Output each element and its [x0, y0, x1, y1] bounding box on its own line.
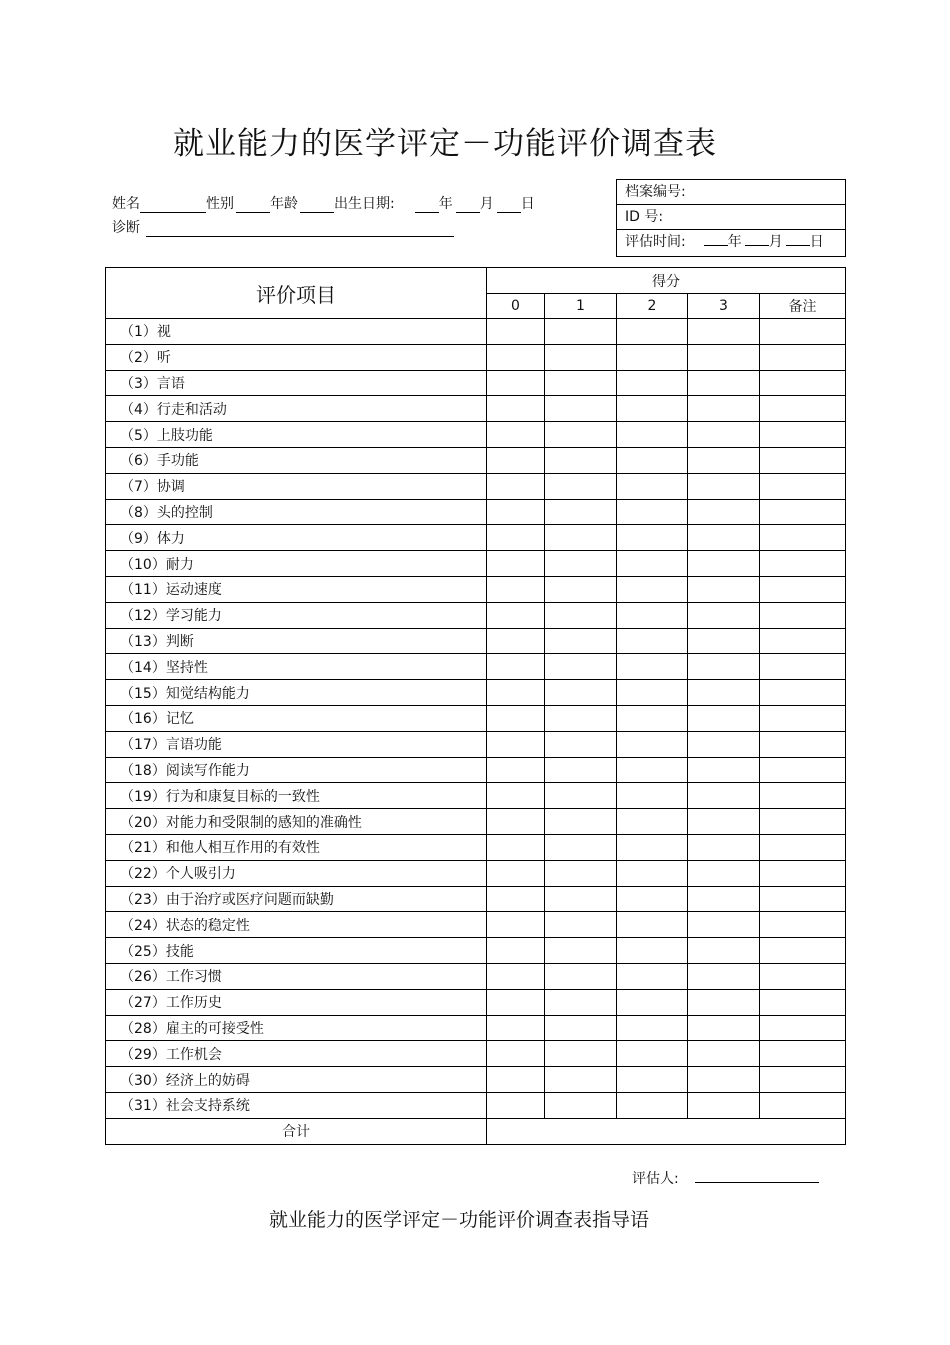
- table-row: [106, 834, 846, 860]
- table-row: [106, 860, 846, 886]
- score-cell-0[interactable]: [487, 447, 545, 473]
- remarks-cell[interactable]: [760, 1015, 846, 1041]
- score-cell-2[interactable]: [617, 1067, 688, 1093]
- remarks-col: 备注: [760, 294, 846, 319]
- score-cell-3[interactable]: [688, 834, 760, 860]
- score-cell-1[interactable]: [545, 1041, 617, 1067]
- score-cell-2[interactable]: [617, 525, 688, 551]
- score-cell-2[interactable]: [617, 886, 688, 912]
- score-cell-0[interactable]: [487, 989, 545, 1015]
- score-cell-0[interactable]: [487, 499, 545, 525]
- score-cell-0[interactable]: [487, 370, 545, 396]
- score-cell-2[interactable]: [617, 628, 688, 654]
- eval-day-label: 日: [809, 234, 824, 250]
- table-row: [106, 809, 846, 835]
- score-cell-0[interactable]: [487, 602, 545, 628]
- score-cell-1[interactable]: [545, 576, 617, 602]
- score-cell-3[interactable]: [688, 576, 760, 602]
- score-cell-1[interactable]: [545, 989, 617, 1015]
- item-label: （6）手功能: [106, 447, 487, 473]
- item-label: （10）耐力: [106, 551, 487, 577]
- score-cell-1[interactable]: [545, 860, 617, 886]
- score-cell-2[interactable]: [617, 731, 688, 757]
- score-cell-2[interactable]: [617, 705, 688, 731]
- table-row: [106, 963, 846, 989]
- score-cell-2[interactable]: [617, 370, 688, 396]
- table-row: [106, 680, 846, 706]
- score-cell-0[interactable]: [487, 576, 545, 602]
- score-cell-0[interactable]: [487, 809, 545, 835]
- score-cell-0[interactable]: [487, 1092, 545, 1118]
- remarks-cell[interactable]: [760, 757, 846, 783]
- score-cell-3[interactable]: [688, 396, 760, 422]
- remarks-cell[interactable]: [760, 886, 846, 912]
- evaluation-table: [105, 267, 846, 1145]
- score-cell-0[interactable]: [487, 1067, 545, 1093]
- score-cell-1[interactable]: [545, 447, 617, 473]
- birth-day-label: 日: [520, 196, 535, 212]
- item-label: （14）坚持性: [106, 654, 487, 680]
- score-cell-1[interactable]: [545, 809, 617, 835]
- item-label: （17）言语功能: [106, 731, 487, 757]
- score-cell-2[interactable]: [617, 319, 688, 345]
- table-row: [106, 344, 846, 370]
- score-cell-0[interactable]: [487, 344, 545, 370]
- score-cell-0[interactable]: [487, 783, 545, 809]
- score-cell-3[interactable]: [688, 809, 760, 835]
- score-cell-1[interactable]: [545, 602, 617, 628]
- score-cell-0[interactable]: [487, 1015, 545, 1041]
- score-header: 得分: [487, 268, 846, 294]
- remarks-cell[interactable]: [760, 1067, 846, 1093]
- score-cell-1[interactable]: [545, 422, 617, 448]
- age-field[interactable]: [300, 198, 334, 213]
- score-cell-2[interactable]: [617, 344, 688, 370]
- score-cell-0[interactable]: [487, 422, 545, 448]
- score-cell-1[interactable]: [545, 370, 617, 396]
- remarks-cell[interactable]: [760, 783, 846, 809]
- birth-month-label: 月: [479, 196, 494, 212]
- total-value-cell[interactable]: [487, 1118, 846, 1144]
- remarks-cell[interactable]: [760, 576, 846, 602]
- score-cell-0[interactable]: [487, 912, 545, 938]
- score-cell-3[interactable]: [688, 1041, 760, 1067]
- item-label: （27）工作历史: [106, 989, 487, 1015]
- score-cell-1[interactable]: [545, 757, 617, 783]
- item-label: （23）由于治疗或医疗问题而缺勤: [106, 886, 487, 912]
- remarks-cell[interactable]: [760, 344, 846, 370]
- item-label: （16）记忆: [106, 705, 487, 731]
- remarks-cell[interactable]: [760, 809, 846, 835]
- score-cell-2[interactable]: [617, 938, 688, 964]
- remarks-cell[interactable]: [760, 396, 846, 422]
- table-row: [106, 757, 846, 783]
- remarks-cell[interactable]: [760, 602, 846, 628]
- score-cell-0[interactable]: [487, 628, 545, 654]
- score-cell-2[interactable]: [617, 447, 688, 473]
- item-label: （21）和他人相互作用的有效性: [106, 834, 487, 860]
- birth-month-field[interactable]: [456, 198, 480, 213]
- score-cell-1[interactable]: [545, 473, 617, 499]
- score-cell-2[interactable]: [617, 576, 688, 602]
- remarks-cell[interactable]: [760, 989, 846, 1015]
- eval-year-field[interactable]: [704, 231, 728, 246]
- score-col-3: 3: [688, 294, 760, 319]
- score-cell-1[interactable]: [545, 834, 617, 860]
- item-label: （12）学习能力: [106, 602, 487, 628]
- score-cell-0[interactable]: [487, 963, 545, 989]
- eval-day-field[interactable]: [786, 231, 810, 246]
- score-col-2: 2: [617, 294, 688, 319]
- remarks-cell[interactable]: [760, 705, 846, 731]
- remarks-cell[interactable]: [760, 447, 846, 473]
- score-cell-2[interactable]: [617, 551, 688, 577]
- birth-year-label: 年: [438, 196, 453, 212]
- score-cell-0[interactable]: [487, 731, 545, 757]
- score-cell-3[interactable]: [688, 1015, 760, 1041]
- score-cell-0[interactable]: [487, 860, 545, 886]
- score-cell-1[interactable]: [545, 1067, 617, 1093]
- item-label: （20）对能力和受限制的感知的准确性: [106, 809, 487, 835]
- score-cell-3[interactable]: [688, 344, 760, 370]
- score-cell-0[interactable]: [487, 654, 545, 680]
- remarks-cell[interactable]: [760, 834, 846, 860]
- remarks-cell[interactable]: [760, 1092, 846, 1118]
- form-title: 就业能力的医学评定－功能评价调查表: [173, 126, 717, 162]
- remarks-cell[interactable]: [760, 499, 846, 525]
- item-label: （29）工作机会: [106, 1041, 487, 1067]
- table-row: [106, 447, 846, 473]
- score-cell-1[interactable]: [545, 1015, 617, 1041]
- score-cell-3[interactable]: [688, 654, 760, 680]
- table-row: [106, 499, 846, 525]
- score-cell-3[interactable]: [688, 1092, 760, 1118]
- table-row: [106, 473, 846, 499]
- diagnosis-field[interactable]: [146, 222, 454, 237]
- table-body: [106, 319, 846, 1119]
- item-label: （30）经济上的妨碍: [106, 1067, 487, 1093]
- score-cell-0[interactable]: [487, 551, 545, 577]
- score-cell-1[interactable]: [545, 783, 617, 809]
- score-cell-2[interactable]: [617, 396, 688, 422]
- table-row: [106, 912, 846, 938]
- score-cell-2[interactable]: [617, 473, 688, 499]
- score-col-0: 0: [487, 294, 545, 319]
- name-label: 姓名: [112, 196, 140, 212]
- table-row: [106, 370, 846, 396]
- score-cell-3[interactable]: [688, 525, 760, 551]
- score-cell-3[interactable]: [688, 551, 760, 577]
- total-row: [106, 1118, 846, 1144]
- score-cell-3[interactable]: [688, 731, 760, 757]
- table-row: [106, 938, 846, 964]
- score-cell-1[interactable]: [545, 886, 617, 912]
- table-row: [106, 731, 846, 757]
- score-cell-1[interactable]: [545, 654, 617, 680]
- remarks-cell[interactable]: [760, 422, 846, 448]
- score-cell-2[interactable]: [617, 783, 688, 809]
- score-cell-0[interactable]: [487, 396, 545, 422]
- item-label: （1）视: [106, 319, 487, 345]
- score-cell-0[interactable]: [487, 834, 545, 860]
- score-cell-0[interactable]: [487, 705, 545, 731]
- item-label: （18）阅读写作能力: [106, 757, 487, 783]
- score-cell-0[interactable]: [487, 525, 545, 551]
- evaluator-field[interactable]: [695, 1168, 819, 1183]
- score-cell-2[interactable]: [617, 912, 688, 938]
- score-cell-3[interactable]: [688, 422, 760, 448]
- patient-info-line: [112, 193, 535, 213]
- item-label: （2）听: [106, 344, 487, 370]
- score-cell-3[interactable]: [688, 963, 760, 989]
- remarks-cell[interactable]: [760, 1041, 846, 1067]
- score-cell-3[interactable]: [688, 860, 760, 886]
- remarks-cell[interactable]: [760, 731, 846, 757]
- id-label: ID 号:: [625, 209, 664, 225]
- item-header: 评价项目: [106, 268, 487, 319]
- item-label: （7）协调: [106, 473, 487, 499]
- table-row: [106, 1092, 846, 1118]
- score-cell-2[interactable]: [617, 680, 688, 706]
- table-row: [106, 525, 846, 551]
- score-cell-1[interactable]: [545, 963, 617, 989]
- sex-label: 性别: [206, 196, 234, 212]
- table-row: [106, 602, 846, 628]
- birth-year-field[interactable]: [415, 198, 439, 213]
- score-cell-3[interactable]: [688, 319, 760, 345]
- birth-day-field[interactable]: [497, 198, 521, 213]
- score-cell-2[interactable]: [617, 422, 688, 448]
- eval-year-label: 年: [727, 234, 742, 250]
- score-cell-3[interactable]: [688, 757, 760, 783]
- file-no-row[interactable]: [617, 180, 845, 205]
- score-cell-2[interactable]: [617, 1092, 688, 1118]
- item-label: （15）知觉结构能力: [106, 680, 487, 706]
- score-cell-3[interactable]: [688, 886, 760, 912]
- table-row: [106, 576, 846, 602]
- score-cell-1[interactable]: [545, 628, 617, 654]
- id-row[interactable]: [617, 205, 845, 230]
- score-cell-1[interactable]: [545, 344, 617, 370]
- score-cell-3[interactable]: [688, 370, 760, 396]
- item-label: （25）技能: [106, 938, 487, 964]
- score-cell-1[interactable]: [545, 319, 617, 345]
- score-col-1: 1: [545, 294, 617, 319]
- item-label: （3）言语: [106, 370, 487, 396]
- item-label: （9）体力: [106, 525, 487, 551]
- score-cell-2[interactable]: [617, 963, 688, 989]
- age-label: 年龄: [270, 196, 298, 212]
- remarks-cell[interactable]: [760, 654, 846, 680]
- file-no-label: 档案编号:: [625, 184, 686, 200]
- remarks-cell[interactable]: [760, 912, 846, 938]
- remarks-cell[interactable]: [760, 319, 846, 345]
- score-cell-1[interactable]: [545, 680, 617, 706]
- score-cell-3[interactable]: [688, 938, 760, 964]
- score-cell-3[interactable]: [688, 473, 760, 499]
- score-cell-1[interactable]: [545, 705, 617, 731]
- item-label: （22）个人吸引力: [106, 860, 487, 886]
- score-cell-0[interactable]: [487, 886, 545, 912]
- table-row: [106, 1041, 846, 1067]
- score-cell-3[interactable]: [688, 602, 760, 628]
- diagnosis-line: [112, 217, 454, 237]
- score-cell-2[interactable]: [617, 1041, 688, 1067]
- guide-title: 就业能力的医学评定－功能评价调查表指导语: [268, 1209, 649, 1231]
- table-row: [106, 422, 846, 448]
- score-cell-3[interactable]: [688, 628, 760, 654]
- item-label: （26）工作习惯: [106, 963, 487, 989]
- item-label: （31）社会支持系统: [106, 1092, 487, 1118]
- score-cell-0[interactable]: [487, 757, 545, 783]
- table-row: [106, 654, 846, 680]
- birth-label: 出生日期:: [334, 196, 395, 212]
- table-row: [106, 628, 846, 654]
- item-label: （24）状态的稳定性: [106, 912, 487, 938]
- archive-box: [616, 179, 846, 257]
- score-cell-3[interactable]: [688, 499, 760, 525]
- score-cell-2[interactable]: [617, 989, 688, 1015]
- score-cell-3[interactable]: [688, 989, 760, 1015]
- score-cell-2[interactable]: [617, 499, 688, 525]
- eval-time-row: [617, 230, 845, 255]
- item-label: （5）上肢功能: [106, 422, 487, 448]
- eval-time-label: 评估时间:: [625, 234, 686, 250]
- score-cell-1[interactable]: [545, 938, 617, 964]
- evaluator-line: [632, 1168, 819, 1188]
- score-cell-1[interactable]: [545, 396, 617, 422]
- score-cell-1[interactable]: [545, 1092, 617, 1118]
- sex-field[interactable]: [236, 198, 270, 213]
- table-row: [106, 705, 846, 731]
- table-row: [106, 989, 846, 1015]
- score-cell-2[interactable]: [617, 602, 688, 628]
- remarks-cell[interactable]: [760, 938, 846, 964]
- score-cell-2[interactable]: [617, 809, 688, 835]
- score-cell-3[interactable]: [688, 680, 760, 706]
- item-label: （28）雇主的可接受性: [106, 1015, 487, 1041]
- eval-month-field[interactable]: [745, 231, 769, 246]
- item-label: （8）头的控制: [106, 499, 487, 525]
- table-row: [106, 396, 846, 422]
- score-cell-0[interactable]: [487, 1041, 545, 1067]
- score-cell-2[interactable]: [617, 834, 688, 860]
- score-cell-3[interactable]: [688, 447, 760, 473]
- score-cell-0[interactable]: [487, 473, 545, 499]
- score-cell-3[interactable]: [688, 1067, 760, 1093]
- eval-month-label: 月: [768, 234, 783, 250]
- table-row: [106, 319, 846, 345]
- remarks-cell[interactable]: [760, 551, 846, 577]
- item-label: （13）判断: [106, 628, 487, 654]
- score-cell-3[interactable]: [688, 783, 760, 809]
- table-row: [106, 783, 846, 809]
- table-row: [106, 551, 846, 577]
- score-cell-0[interactable]: [487, 319, 545, 345]
- table-row: [106, 886, 846, 912]
- item-label: （11）运动速度: [106, 576, 487, 602]
- score-cell-2[interactable]: [617, 757, 688, 783]
- item-label: （19）行为和康复目标的一致性: [106, 783, 487, 809]
- diagnosis-label: 诊断: [112, 220, 140, 236]
- item-label: （4）行走和活动: [106, 396, 487, 422]
- score-cell-1[interactable]: [545, 912, 617, 938]
- score-cell-1[interactable]: [545, 499, 617, 525]
- remarks-cell[interactable]: [760, 473, 846, 499]
- score-cell-2[interactable]: [617, 860, 688, 886]
- table-row: [106, 1015, 846, 1041]
- score-cell-3[interactable]: [688, 705, 760, 731]
- table-row: [106, 1067, 846, 1093]
- score-cell-0[interactable]: [487, 938, 545, 964]
- score-cell-0[interactable]: [487, 680, 545, 706]
- remarks-cell[interactable]: [760, 628, 846, 654]
- name-field[interactable]: [140, 198, 206, 213]
- remarks-cell[interactable]: [760, 370, 846, 396]
- evaluator-label: 评估人:: [632, 1171, 679, 1187]
- total-label: 合计: [106, 1118, 487, 1144]
- remarks-cell[interactable]: [760, 860, 846, 886]
- score-cell-3[interactable]: [688, 912, 760, 938]
- remarks-cell[interactable]: [760, 525, 846, 551]
- score-cell-1[interactable]: [545, 525, 617, 551]
- score-cell-2[interactable]: [617, 1015, 688, 1041]
- remarks-cell[interactable]: [760, 963, 846, 989]
- remarks-cell[interactable]: [760, 680, 846, 706]
- score-cell-1[interactable]: [545, 731, 617, 757]
- score-cell-1[interactable]: [545, 551, 617, 577]
- score-cell-2[interactable]: [617, 654, 688, 680]
